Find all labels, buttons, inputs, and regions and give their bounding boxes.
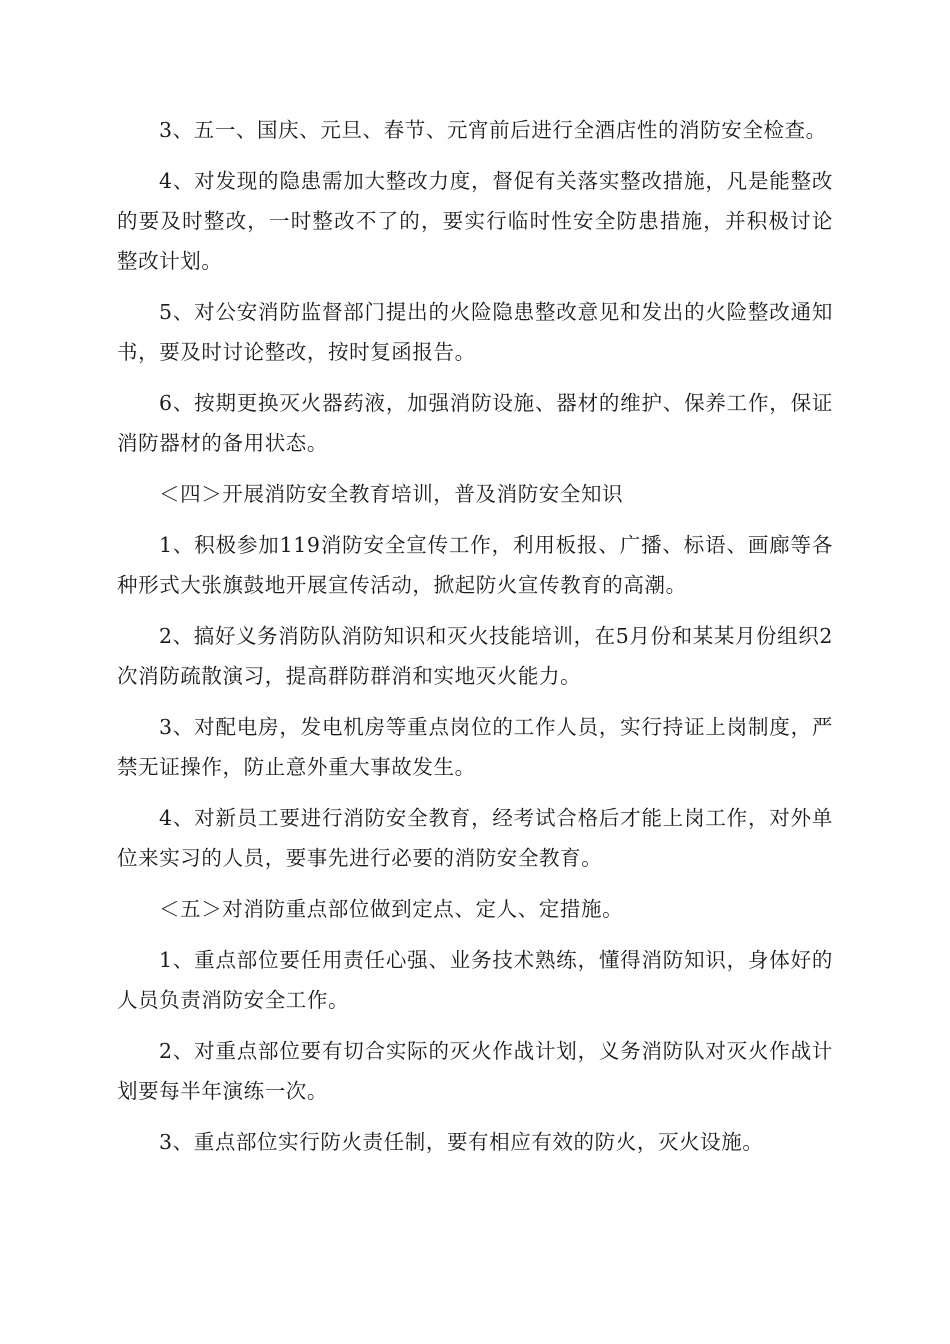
paragraph-inspection-holidays: 3、五一、国庆、元旦、春节、元宵前后进行全酒店性的消防安全检查。: [159, 118, 827, 142]
paragraph-hazard-rectification: 4、对发现的隐患需加大整改力度，督促有关落实整改措施，凡是能整改的要及时整改，一时整改不了的，要实行临时性安全防患措施，并积极讨论整改计划。: [117, 169, 833, 273]
paragraph-new-staff-education: 4、对新员工要进行消防安全教育，经考试合格后才能上岗工作，对外单位来实习的人员，要事先进行必要的消防安全教育。: [117, 806, 833, 870]
paragraph-extinguisher-maintenance: 6、按期更换灭火器药液，加强消防设施、器材的维护、保养工作，保证消防器材的备用状态。: [117, 391, 833, 455]
paragraph-119-publicity: 1、积极参加119消防安全宣传工作，利用板报、广播、标语、画廊等各种形式大张旗鼓地开展宣传活动，掀起防火宣传教育的高潮。: [117, 533, 833, 597]
paragraph-battle-plan: 2、对重点部位要有切合实际的灭火作战计划，义务消防队对灭火作战计划要每半年演练一次。: [117, 1039, 833, 1103]
paragraph-responsible-staff: 1、重点部位要任用责任心强、业务技术熟练，懂得消防知识，身体好的人员负责消防安全工作。: [117, 948, 833, 1012]
section-heading-key-locations: ＜五＞对消防重点部位做到定点、定人、定措施。: [159, 897, 624, 921]
section-heading-education: ＜四＞开展消防安全教育培训，普及消防安全知识: [159, 482, 624, 506]
paragraph-certified-posts: 3、对配电房，发电机房等重点岗位的工作人员，实行持证上岗制度，严禁无证操作，防止意外重大事故发生。: [117, 715, 833, 779]
paragraph-responsibility-system: 3、重点部位实行防火责任制，要有相应有效的防火，灭火设施。: [159, 1130, 764, 1154]
document-body: [117, 110, 833, 1173]
paragraph-fire-notice-response: 5、对公安消防监督部门提出的火险隐患整改意见和发出的火险整改通知书，要及时讨论整改，按时复函报告。: [117, 300, 833, 364]
paragraph-drill-training: 2、搞好义务消防队消防知识和灭火技能培训，在5月份和某某月份组织2次消防疏散演习，提高群防群消和实地灭火能力。: [117, 624, 833, 688]
